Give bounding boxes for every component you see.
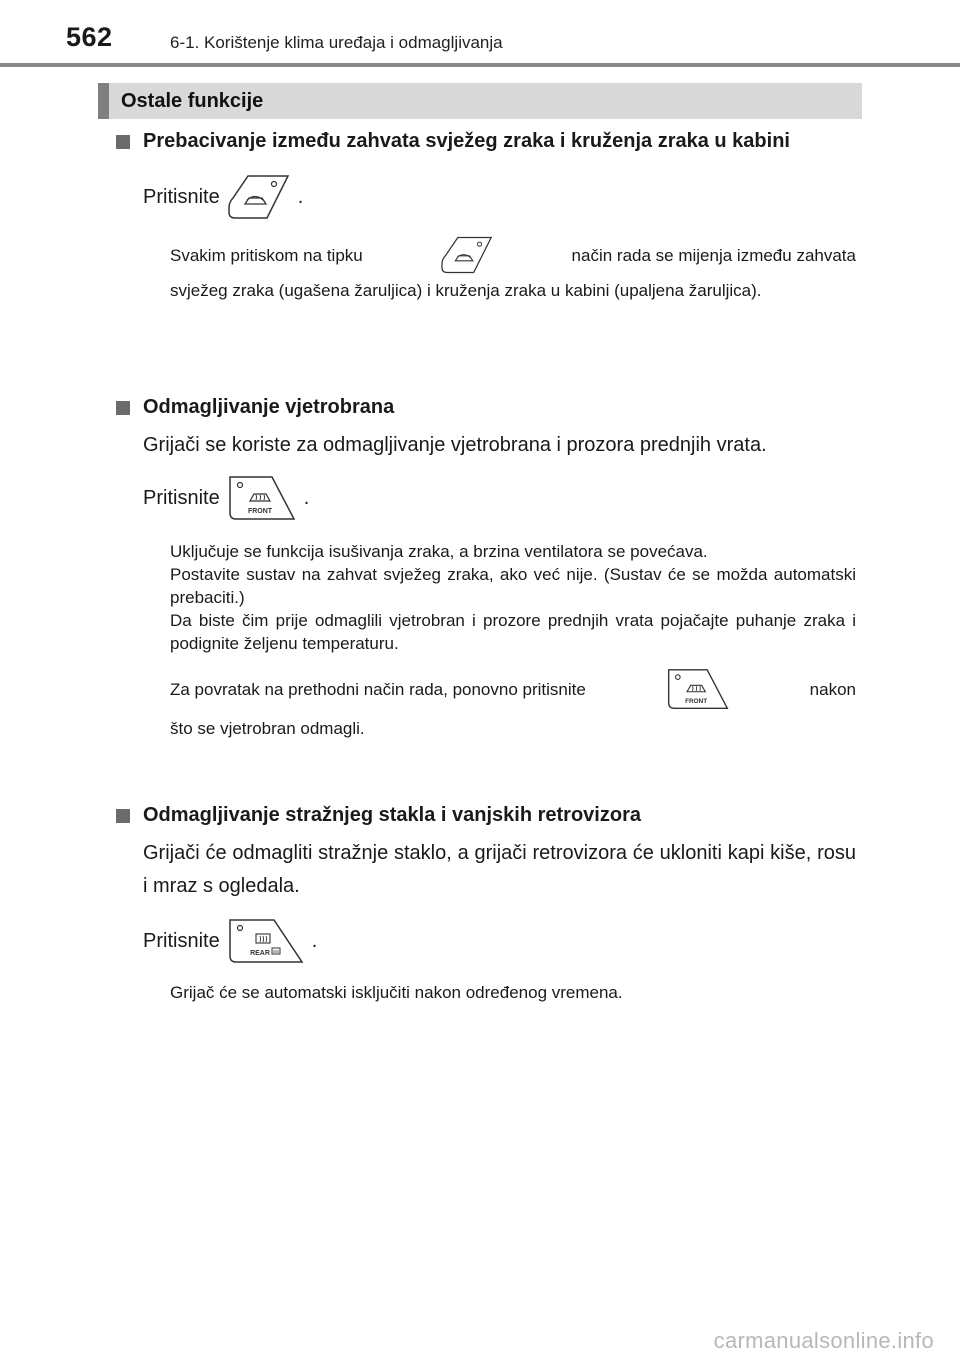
rear-section	[116, 800, 856, 1004]
square-bullet-icon	[116, 809, 130, 823]
recirculation-button-icon	[226, 173, 292, 221]
windshield-body: Grijači se koriste za odmagljivanje vjetrobrana i prozora prednjih vrata.	[143, 434, 767, 456]
page-number: 562	[66, 22, 113, 52]
front-defroster-button-icon	[665, 667, 731, 711]
recirculation-button-icon	[438, 235, 496, 275]
watermark: carmanualsonline.info	[713, 1328, 934, 1353]
front-button-label: FRONT	[684, 697, 707, 705]
recirc-press-line: Pritisnite .	[143, 171, 856, 223]
rear-button-label: REAR	[249, 950, 270, 957]
windshield-press-line: Pritisnite FRONT .	[143, 472, 856, 524]
rear-defogger-button-icon	[226, 917, 306, 965]
recirc-heading: Prebacivanje između zahvata svježeg zraka i kruženja zraka u kabini	[116, 126, 856, 157]
front-defroster-button-icon	[226, 474, 298, 522]
running-header: 6-1. Korištenje klima uređaja i odmagljivanja	[170, 33, 503, 52]
rear-press-line: Pritisnite REAR .	[143, 915, 856, 967]
square-bullet-icon	[116, 401, 130, 415]
header-rule	[0, 63, 960, 67]
rear-heading: Odmagljivanje stražnjeg stakla i vanjskih retrovizora	[116, 800, 856, 831]
rear-body: Grijači će odmagliti stražnje staklo, a grijači retrovizora će ukloniti kapi kiše, rosu i mraz s ogledala.	[143, 842, 856, 897]
recirc-note: Svakim pritiskom na tipku način rada se mijenja između zahvata svježeg zraka (ugašena žaruljica) i kruženja zraka u kabini (upaljena žaruljica).	[170, 235, 856, 302]
windshield-heading: Odmagljivanje vjetrobrana	[116, 392, 856, 423]
rear-note: Grijač će se automatski isključiti nakon određenog vremena.	[170, 983, 623, 1002]
section-title: Ostale funkcije	[121, 90, 264, 112]
windshield-section	[116, 392, 856, 740]
front-button-label: FRONT	[247, 508, 272, 515]
recirc-section	[116, 126, 856, 302]
windshield-note: Uključuje se funkcija isušivanja zraka, a brzina ventilatora se povećava. Postavite sustav na zahvat svježeg zraka, ako već nije. (Sustav će se možda automatski prebaciti.) Da biste čim prije odmaglili vjetrobran i prozore prednjih vrata pojačajte puhanje zraka i podignite željenu temperaturu. Za povratak na prethodni način rada, ponovno pritisnite FRONT nakon što se vjetrobran odmagli.	[170, 542, 856, 738]
section-title-bar	[98, 83, 862, 119]
square-bullet-icon	[116, 135, 130, 149]
